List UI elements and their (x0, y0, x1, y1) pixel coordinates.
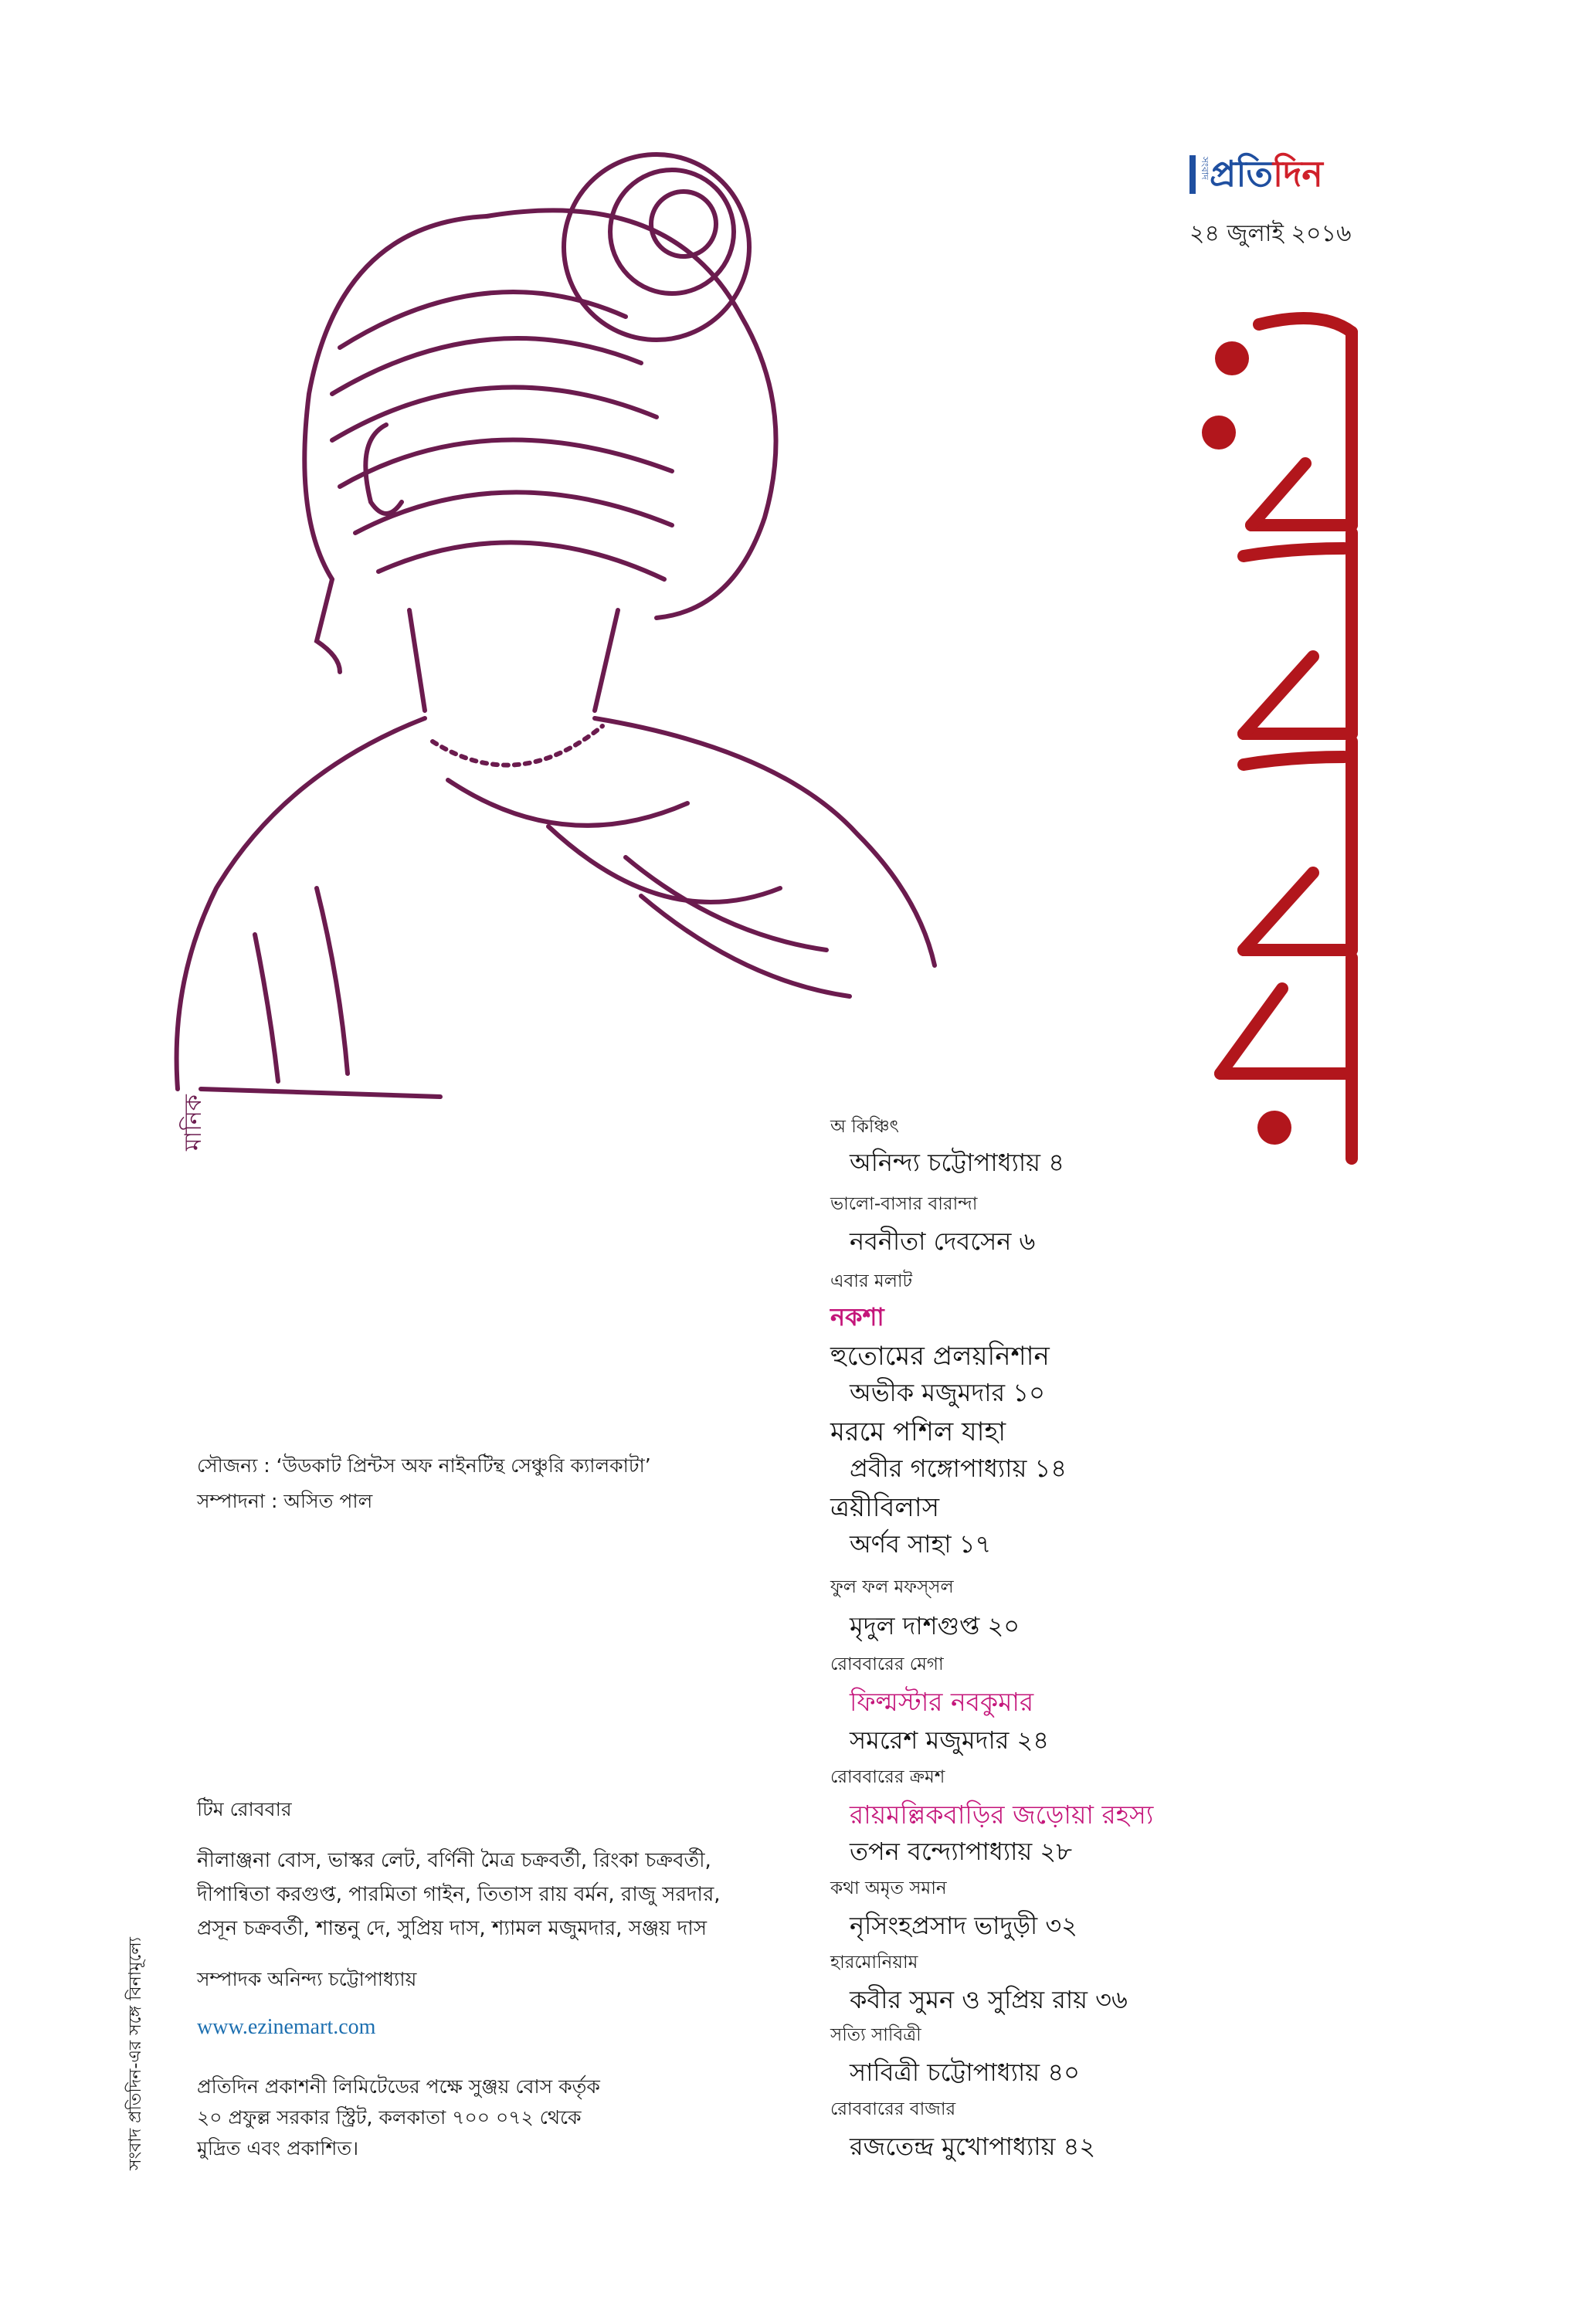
toc-author-page: সাবিত্রী চট্টোপাধ্যায় ৪০ (850, 2058, 1080, 2087)
toc-article-title: রায়মল্লিকবাড়ির জড়োয়া রহস্য (850, 1800, 1154, 1830)
toc-section-label: ফুল ফল মফস্‌সল (830, 1577, 954, 1597)
editor-line: সম্পাদক অনিন্দ্য চট্টোপাধ্যায় (197, 1968, 417, 1990)
team-member-line: প্রসূন চক্রবর্তী, শান্তনু দে, সুপ্রিয় দাস, শ্যামল মজুমদার, সঞ্জয় দাস (197, 1917, 707, 1940)
toc-article-title: হুতোমের প্রলয়নিশান (830, 1341, 1050, 1372)
toc-author-page: প্রবীর গঙ্গোপাধ্যায় ১৪ (850, 1454, 1067, 1483)
toc-feature-heading: নকশা (830, 1302, 884, 1332)
toc-section-label: হারমোনিয়াম (830, 1952, 918, 1973)
masthead-wordmark (1210, 151, 1323, 197)
team-member-line: নীলাঞ্জনা বোস, ভাস্কর লেট, বর্ণিনী মৈত্র চক্রবর্তী, রিংকা চক্রবর্তী, (197, 1849, 711, 1872)
toc-author-page: অভীক মজুমদার ১০ (850, 1378, 1045, 1407)
masthead-subtitle: সংবাদ (1200, 157, 1210, 180)
magazine-title (1159, 293, 1390, 1189)
toc-section-label: এবার মলাট (830, 1271, 913, 1291)
website-link[interactable]: www.ezinemart.com (197, 2015, 376, 2039)
toc-article-title: মরমে পশিল যাহা (830, 1416, 1006, 1447)
issue-date: ২৪ জুলাই ২০১৬ (1189, 220, 1352, 247)
toc-author-page: অর্ণব সাহা ১৭ (850, 1529, 992, 1559)
toc-author-page: নবনীতা দেবসেন ৬ (850, 1226, 1036, 1256)
toc-section-label: অ কিঞ্চিৎ (830, 1117, 899, 1137)
publisher-line: মুদ্রিত এবং প্রকাশিত। (197, 2137, 359, 2159)
team-heading: টিম রোববার (197, 1798, 292, 1820)
toc-author-page: সমরেশ মজুমদার ২৪ (850, 1725, 1050, 1755)
toc-section-label: রোববারের বাজার (830, 2099, 956, 2119)
free-supplement-note (116, 1869, 147, 2170)
toc-article-title: ত্রয়ীবিলাস (830, 1492, 940, 1523)
newspaper-masthead (1189, 151, 1352, 198)
courtesy-credit: সৌজন্য : ‘উডকাট প্রিন্টস অফ নাইনটিন্থ সেঞ্চুরি ক্যালকাটা’ (197, 1454, 651, 1477)
toc-section-label: সত্যি সাবিত্রী (830, 2025, 921, 2045)
publisher-line: প্রতিদিন প্রকাশনী লিমিটেডের পক্ষে সুঞ্জয় বোস কর্তৃক (197, 2075, 600, 2098)
masthead-word-part1: প্রতি (1210, 153, 1274, 195)
editing-credit: সম্পাদনা : অসিত পাল (197, 1490, 373, 1512)
magazine-title-lettering (1159, 293, 1390, 1189)
toc-author-page: নৃসিংহপ্রসাদ ভাদুড়ী ৩২ (850, 1911, 1077, 1940)
toc-author-page: তপন বন্দ্যোপাধ্যায় ২৮ (850, 1837, 1072, 1866)
woodcut-illustration (85, 116, 1089, 1166)
woman-portrait-drawing (85, 116, 1089, 1166)
toc-author-page: রজতেন্দ্র মুখোপাধ্যায় ৪২ (850, 2132, 1096, 2161)
masthead-blue-bar (1189, 155, 1196, 194)
toc-author-page: অনিন্দ্য চট্টোপাধ্যায় ৪ (850, 1148, 1064, 1177)
masthead-word-part2: দিন (1273, 153, 1323, 195)
toc-section-label: ভালো-বাসার বারান্দা (830, 1194, 978, 1214)
team-member-line: দীপান্বিতা করগুপ্ত, পারমিতা গাইন, তিতাস রায় বর্মন, রাজু সরদার, (197, 1883, 721, 1906)
toc-author-page: কবীর সুমন ও সুপ্রিয় রায় ৩৬ (850, 1985, 1128, 2014)
toc-section-label: রোববারের ক্রমশ (830, 1767, 945, 1787)
toc-article-title: ফিল্মস্টার নবকুমার (850, 1687, 1034, 1717)
toc-section-label: কথা অমৃত সমান (830, 1878, 947, 1898)
free-supplement-text: সংবাদ প্রতিদিন-এর সঙ্গে বিনামূল্যে (126, 1937, 145, 2170)
toc-section-label: রোববারের মেগা (830, 1654, 944, 1674)
toc-author-page: মৃদুল দাশগুপ্ত ২০ (850, 1611, 1020, 1640)
publisher-line: ২০ প্রফুল্ল সরকার স্ট্রিট, কলকাতা ৭০০ ০৭২ থেকে (197, 2106, 582, 2129)
illustration-signature: মানিক (180, 1094, 207, 1151)
